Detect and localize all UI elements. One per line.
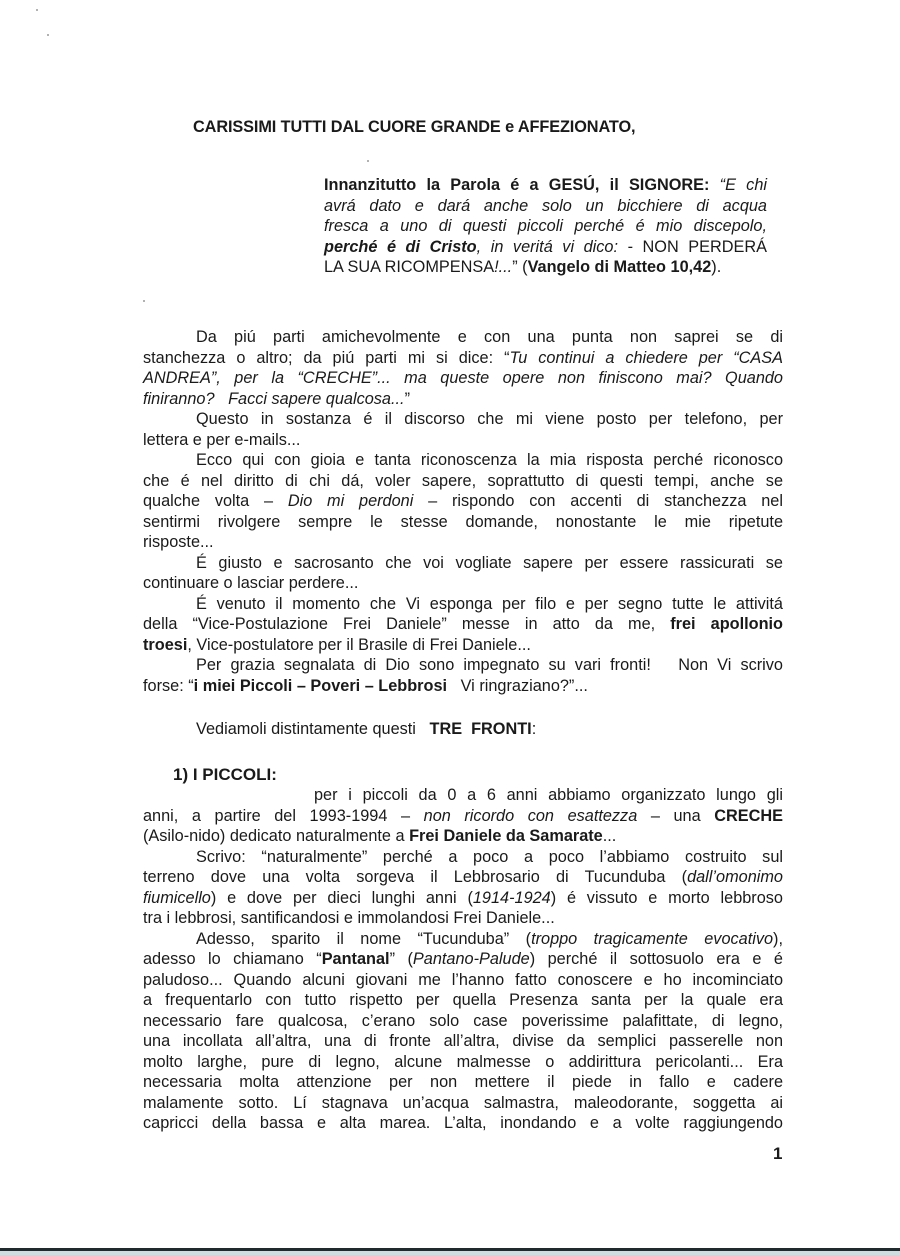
text-line	[143, 719, 783, 740]
text-line	[143, 867, 783, 888]
text-line	[143, 1113, 783, 1134]
text-run: capricci della bassa e alta marea. L’alta, inondando e a volte raggiungendo	[143, 1114, 783, 1132]
text-line	[143, 348, 783, 369]
text-run: fresca a uno di questi piccoli perché é mio discepolo,	[324, 217, 767, 235]
text-run: dall’omonimo	[687, 868, 783, 886]
text-line	[143, 655, 783, 676]
text-run: paludoso... Quando alcuni giovani me l’hanno fatto conoscere e ho incominciato	[143, 970, 783, 989]
text-run: ) perché il sottosuolo era e é	[529, 950, 783, 968]
text-run: continuare o lasciar perdere...	[143, 574, 359, 592]
text-line	[143, 847, 783, 868]
text-run: Pantano-Palude	[412, 950, 530, 968]
letter-salutation: CARISSIMI TUTTI DAL CUORE GRANDE e AFFEZIONATO,	[193, 118, 636, 136]
text-run: É giusto e sacrosanto che voi vogliate sapere per essere rassicurati se	[196, 553, 783, 572]
text-run: (Asilo-nido) dedicato naturalmente a	[143, 827, 410, 845]
text-run: ” (	[389, 950, 413, 968]
text-run: ).	[711, 258, 722, 276]
text-run: - NON PERDERÁ	[627, 237, 767, 256]
text-run: troppo tragicamente evocativo	[531, 929, 774, 948]
text-line	[143, 888, 783, 909]
text-run: terreno dove una volta sorgeva il Lebbrosario di Tucunduba (	[143, 868, 688, 886]
text-run: per i piccoli da 0 a 6 anni abbiamo organizzato lungo gli	[314, 786, 783, 804]
page-number: 1	[773, 1144, 783, 1163]
text-line	[143, 990, 783, 1011]
scan-speck	[143, 300, 145, 302]
quote-line	[324, 175, 767, 196]
text-run: CRECHE	[714, 806, 783, 825]
text-line	[143, 532, 783, 553]
scan-speck	[47, 34, 49, 36]
text-run: i miei Piccoli – Poveri – Lebbrosi	[193, 676, 448, 695]
text-line	[143, 929, 783, 950]
text-run: stanchezza o altro; da piú parti mi si dice: “	[143, 348, 510, 367]
scan-speck	[36, 9, 38, 11]
text-line	[143, 1031, 783, 1052]
text-line	[143, 806, 783, 827]
scan-speck	[367, 160, 369, 162]
text-line	[143, 1072, 783, 1093]
text-run: necessaria molta attenzione per non mettere il piede in fallo e cadere	[143, 1073, 783, 1091]
text-run: avrá dato e dará anche solo un bicchiere di acqua	[324, 196, 767, 215]
text-run: Frei Daniele da Samarate	[409, 827, 603, 845]
text-line	[143, 430, 783, 451]
text-run: !...	[494, 258, 513, 276]
text-run: ANDREA”, per la “CRECHE”... ma queste opere non finiscono mai? Quando	[143, 369, 783, 387]
text-run: ”	[404, 389, 410, 408]
scanner-edge	[0, 1251, 900, 1255]
text-run: tra i lebbrosi, santificandosi e immolandosi Frei Daniele...	[143, 909, 555, 927]
text-run: 1914-1924	[472, 888, 551, 907]
text-run: “E chi	[719, 176, 767, 194]
text-run: Questo in sostanza é il discorso che mi viene posto per telefono, per	[196, 410, 783, 428]
text-line	[143, 1052, 783, 1073]
text-line	[143, 908, 783, 929]
text-run: molto larghe, pure di legno, alcune malmesse o addirittura pericolanti... Era	[143, 1052, 783, 1071]
text-run: – una	[637, 806, 715, 825]
text-line	[143, 614, 783, 635]
text-run: della “Vice-Postulazione Frei Daniele” messe in atto da me,	[143, 615, 671, 633]
text-line	[143, 573, 783, 594]
text-line	[143, 553, 783, 574]
text-line	[143, 491, 783, 512]
tre-fronti-line	[143, 719, 783, 740]
text-run: Da piú parti amichevolmente e con una punta non saprei se di	[196, 328, 783, 346]
text-line	[143, 471, 783, 492]
text-run: Per grazia segnalata di Dio sono impegnato su vari fronti! Non Vi scrivo	[196, 656, 783, 674]
text-run: Innanzitutto la Parola é a GESÚ, il SIGNORE:	[324, 176, 720, 194]
quote-line	[324, 196, 767, 217]
text-run: ...	[602, 827, 617, 845]
quote-line	[324, 216, 767, 237]
section-title-i-piccoli: 1) I PICCOLI:	[173, 765, 277, 784]
text-line	[143, 512, 783, 533]
text-run: Ecco qui con gioia e tanta riconoscenza la mia risposta perché riconosco	[196, 451, 783, 469]
text-run: ” (	[512, 258, 528, 276]
text-run: forse: “	[143, 676, 194, 695]
text-line	[143, 826, 783, 847]
text-run: anni, a partire del 1993-1994 –	[143, 806, 424, 825]
text-line	[143, 368, 783, 389]
text-line	[143, 389, 783, 410]
text-run: Vangelo di Matteo 10,42	[527, 258, 712, 276]
text-run: , Vice-postulatore per il Brasile di Frei Daniele...	[187, 635, 531, 654]
text-run: frei apollonio	[670, 615, 783, 633]
text-run: Adesso, sparito il nome “Tucunduba” (	[196, 929, 532, 948]
text-run: che é nel diritto di chi dá, voler sapere, soprattutto di questi tempi, anche se	[143, 471, 783, 490]
text-run: lettera e per e-mails...	[143, 430, 301, 449]
text-run: Tu continui a chiedere per “CASA	[509, 348, 783, 367]
text-run: LA SUA RICOMPENSA	[324, 258, 495, 276]
gospel-quote	[324, 175, 767, 278]
text-run: qualche volta –	[143, 492, 288, 510]
text-run: ),	[773, 929, 783, 948]
text-run: É venuto il momento che Vi esponga per filo e per segno tutte le attivitá	[196, 594, 783, 613]
text-run: ) e dove per dieci lunghi anni (	[210, 888, 473, 907]
body-block-2	[143, 785, 783, 1134]
text-run: TRE FRONTI	[429, 720, 532, 738]
text-line	[143, 949, 783, 970]
body-block-1	[143, 327, 783, 696]
text-run: :	[531, 720, 537, 738]
text-line	[143, 409, 783, 430]
text-line	[143, 450, 783, 471]
text-line	[143, 327, 783, 348]
text-run: Scrivo: “naturalmente” perché a poco a poco l’abbiamo costruito sul	[196, 847, 783, 866]
text-run: Dio mi perdoni	[287, 492, 414, 510]
text-run: – rispondo con accenti di stanchezza nel	[413, 492, 783, 510]
text-run: fiumicello	[143, 888, 211, 907]
text-line	[143, 1011, 783, 1032]
text-run: Vediamoli distintamente questi	[196, 720, 430, 738]
text-run: finiranno? Facci sapere qualcosa...	[143, 389, 405, 408]
text-run: a frequentarlo con tutto rispetto per quella Presenza santa per la quale era	[143, 991, 783, 1009]
text-run: perché é di Cristo	[324, 237, 477, 256]
text-run: sentirmi rivolgere sempre le stesse domande, nonostante le mie ripetute	[143, 512, 783, 531]
text-line	[143, 594, 783, 615]
text-run: Pantanal	[321, 950, 390, 968]
text-run: malamente sotto. Lí stagnava un’acqua salmastra, maleodorante, soggetta ai	[143, 1093, 783, 1112]
text-run: Vi ringraziano?”...	[447, 676, 588, 695]
text-run: una incollata all’altra, una di fronte all’altra, divise da semplici passerelle non	[143, 1032, 783, 1050]
text-run: , in veritá vi dico:	[476, 237, 628, 256]
text-line	[143, 1093, 783, 1114]
text-line	[143, 785, 783, 806]
text-run: risposte...	[143, 533, 214, 551]
text-run: troesi	[143, 635, 188, 654]
quote-line	[324, 237, 767, 258]
text-run: ) é vissuto e morto lebbroso	[550, 888, 783, 907]
text-line	[143, 676, 783, 697]
text-run: necessario fare qualcosa, c’erano solo case poverissime palafittate, di legno,	[143, 1011, 783, 1030]
text-run: adesso lo chiamano “	[143, 950, 322, 968]
text-run: non ricordo con esattezza	[423, 806, 638, 825]
text-line	[143, 635, 783, 656]
text-line	[143, 970, 783, 991]
quote-line	[324, 257, 767, 278]
